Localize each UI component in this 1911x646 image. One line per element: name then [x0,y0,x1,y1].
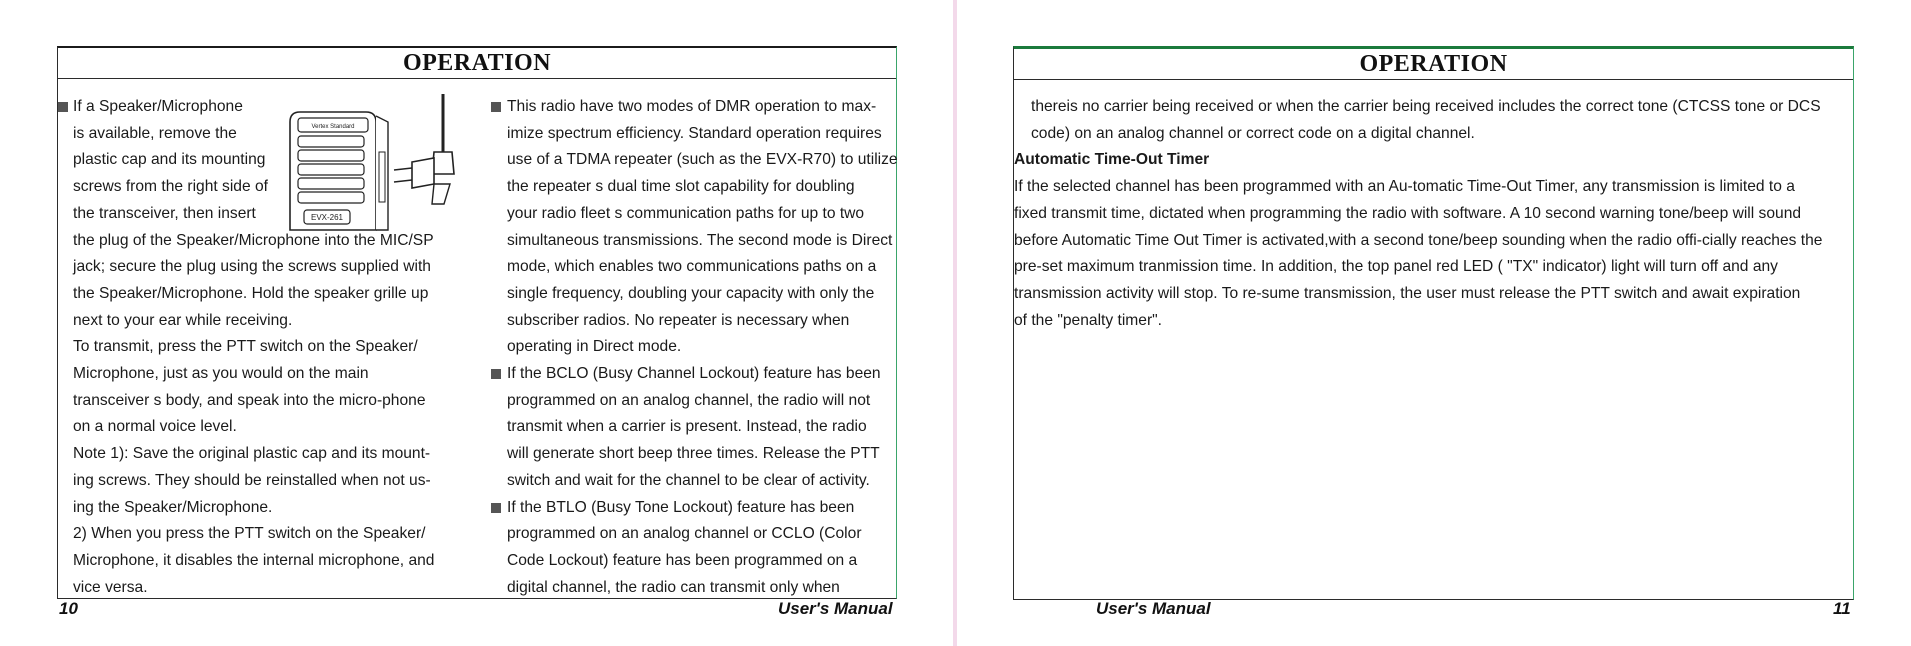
svg-text:Vertex Standard: Vertex Standard [311,124,355,130]
text-line [507,388,898,415]
line-text: the repeater s dual time slot capability for doubling [507,178,855,196]
line-text: If the selected channel has been programmed with an Au-tomatic Time-Out Timer, any transmission is limited to a [1014,178,1795,196]
bullet-square-icon [491,369,501,379]
line-text: next to your ear while receiving. [73,311,293,329]
left-page [0,0,953,646]
line-text: mode, which enables two communications paths on a [507,258,877,276]
line-text: use of a TDMA repeater (such as the EVX-R70) to utilize [507,151,898,169]
bullet-square-icon [491,102,501,112]
line-text: This radio have two modes of DMR operation to max- [507,98,877,115]
line-text: digital channel, the radio can transmit only when [507,578,840,596]
text-line [507,228,898,255]
line-text: screws from the right side of [73,178,268,196]
text-line [1014,308,1822,335]
line-text: To transmit, press the PTT switch on the Speaker/ [73,338,418,356]
text-line [1014,174,1822,201]
line-text: code) on an analog channel or correct code on a digital channel. [1031,124,1475,142]
line-text: pre-set maximum tranmission time. In addition, the top panel red LED ( "TX" indicator) light will turn off and any [1014,258,1778,276]
left-footer-title: User's Manual [778,599,893,618]
line-text: ing the Speaker/Microphone. [73,498,273,516]
text-line [1014,228,1822,255]
line-text: on a normal voice level. [73,418,237,436]
line-text: If the BTLO (Busy Tone Lockout) feature has been [507,498,855,516]
text-line [507,521,898,548]
line-text: programmed on an analog channel, the radio will not [507,391,871,409]
bulleted-text-line [507,361,898,388]
text-line [1014,254,1822,281]
line-text: the plug of the Speaker/Microphone into the MIC/SP [73,231,434,249]
left-page-number: 10 [59,599,78,618]
speaker-microphone-illustration [284,92,466,242]
line-text: If the BCLO (Busy Channel Lockout) feature has been [507,365,881,383]
text-line [73,495,434,522]
text-line [1014,281,1822,308]
text-line [73,414,434,441]
line-text: Note 1): Save the original plastic cap and its mount- [73,445,431,463]
line-text: fixed transmit time, dictated when programming the radio with software. A 10 second warning tone/beep will sound [1014,204,1802,222]
text-line [507,414,898,441]
text-line [507,147,898,174]
text-line [73,361,434,388]
line-text: before Automatic Time Out Timer is activated,with a second tone/beep sounding when the radio offi-cially reaches the [1014,231,1823,249]
line-text: the Speaker/Microphone. Hold the speaker grille up [73,284,429,302]
line-text: of the "penalty timer". [1014,311,1163,329]
bulleted-text-line [507,495,898,522]
line-text: programmed on an analog channel or CCLO (Color [507,525,862,543]
text-line [73,308,434,335]
right-page-heading: OPERATION [1014,49,1853,80]
text-line [507,334,898,361]
text-line [73,388,434,415]
text-line [507,468,898,495]
line-text: 2) When you press the PTT switch on the Speaker/ [73,525,426,543]
text-line [507,121,898,148]
line-text: subscriber radios. No repeater is necessary when [507,311,850,329]
illustration-model-label: EVX-261 [310,213,344,222]
line-text: is available, remove the [73,124,237,142]
text-line [1031,94,1822,121]
right-page-text [1014,94,1822,334]
line-text: Microphone, it disables the internal microphone, and [73,551,435,569]
line-text: thereis no carrier being received or when the carrier being received includes the correct tone (CTCSS tone or DCS [1031,98,1821,115]
line-text: plastic cap and its mounting [73,151,266,169]
line-text: Code Lockout) feature has been programmed on a [507,551,858,569]
right-footer-title: User's Manual [1096,599,1211,618]
line-text: switch and wait for the channel to be clear of activity. [507,471,870,489]
line-text: transceiver s body, and speak into the micro-phone [73,391,426,409]
line-text: ing screws. They should be reinstalled when not us- [73,471,431,489]
left-page-heading: OPERATION [58,48,896,79]
text-line [507,308,898,335]
line-text: operating in Direct mode. [507,338,682,356]
line-text: transmission activity will stop. To re-sume transmission, the user must release the PTT switch and await expiration [1014,284,1801,302]
text-line [73,334,434,361]
text-line [1014,201,1822,228]
text-line [73,468,434,495]
text-line [507,174,898,201]
line-text: Microphone, just as you would on the main [73,365,369,383]
line-text: transmit when a carrier is present. Instead, the radio [507,418,867,436]
line-text: imize spectrum efficiency. Standard operation requires [507,124,882,142]
text-line [507,201,898,228]
right-page-number: 11 [1833,599,1851,618]
text-line [507,548,898,575]
line-text: Automatic Time-Out Timer [1014,151,1210,169]
text-line [507,254,898,281]
line-text: single frequency, doubling your capacity with only the [507,284,875,302]
line-text: If a Speaker/Microphone [73,98,243,115]
text-line [73,521,434,548]
line-text: will generate short beep three times. Release the PTT [507,445,880,463]
text-line [73,575,434,602]
section-heading [1014,147,1822,174]
line-text: jack; secure the plug using the screws supplied with [73,258,431,276]
text-line [73,548,434,575]
middle-column-text [507,94,898,601]
line-text: vice versa. [73,578,148,596]
text-line [73,281,434,308]
bulleted-text-line [507,94,898,121]
text-line [507,281,898,308]
bullet-square-icon [58,102,68,112]
text-line [73,254,434,281]
text-line [507,575,898,602]
line-text: your radio fleet s communication paths for up to two [507,204,865,222]
text-line [73,441,434,468]
text-line [507,441,898,468]
text-line [1031,121,1822,148]
line-text: simultaneous transmissions. The second mode is Direct [507,231,893,249]
line-text: the transceiver, then insert [73,204,256,222]
bullet-square-icon [491,503,501,513]
